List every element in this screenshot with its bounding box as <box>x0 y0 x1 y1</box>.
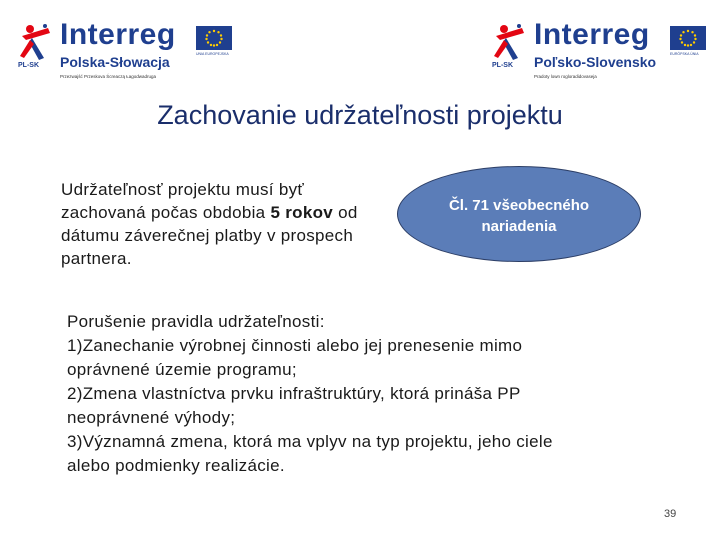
intro-text-part1: Udržateľnosť projektu musí byť zachovaná počas obdobia <box>61 180 305 222</box>
plsk-code: PL-SK <box>18 62 39 69</box>
interreg-figure-icon <box>492 22 528 62</box>
interreg-logo-left <box>18 18 238 84</box>
interreg-logo-right <box>492 18 712 84</box>
rule-line: oprávnené územie programu; <box>67 360 297 379</box>
program-tagline: Przezwajść Przeskova Ścreaczą Łagodwadruga <box>60 74 157 79</box>
intro-period-bold: 5 rokov <box>270 203 334 222</box>
slide-title: Zachovanie udržateľnosti projektu <box>157 100 563 130</box>
rule-line: alebo podmienky realizácie. <box>67 456 285 475</box>
rule-line: 2)Zmena vlastníctva prvku infraštruktúry, ktorá prináša PP <box>67 384 521 403</box>
program-name: Polska-Słowacja <box>60 54 170 70</box>
rule-line: 1)Zanechanie výrobnej činnosti alebo jej prenesenie mimo <box>67 336 523 355</box>
rule-line: 3)Významná zmena, ktorá ma vplyv na typ projektu, jeho ciele <box>67 432 553 451</box>
program-name: Poľsko-Slovensko <box>534 54 657 70</box>
intro-text-part2: od dátumu záverečnej platby v prospech partnera. <box>61 203 358 268</box>
eu-flag-caption: UNIA EUROPEJSKA <box>196 52 229 56</box>
rule-line: neoprávnené výhody; <box>67 408 236 427</box>
page-number: 39 <box>664 508 677 520</box>
eu-flag-icon <box>670 26 706 50</box>
article-reference-ellipse <box>397 166 641 262</box>
eu-flag-icon <box>196 26 232 50</box>
rules-heading: Porušenie pravidla udržateľnosti: <box>67 312 325 331</box>
article-reference-text: Čl. 71 všeobecného nariadenia <box>448 197 590 235</box>
rules-list <box>67 310 647 478</box>
plsk-code: PL-SK <box>492 62 513 69</box>
sustainability-intro <box>61 178 391 270</box>
eu-flag-caption: EURÓPSKA ÚNIA <box>670 52 699 56</box>
interreg-wordmark: Interreg <box>60 18 176 51</box>
interreg-wordmark: Interreg <box>534 18 650 51</box>
program-tagline: Pradoty lown rogloradidovaseja <box>534 74 597 79</box>
interreg-figure-icon <box>18 22 54 62</box>
